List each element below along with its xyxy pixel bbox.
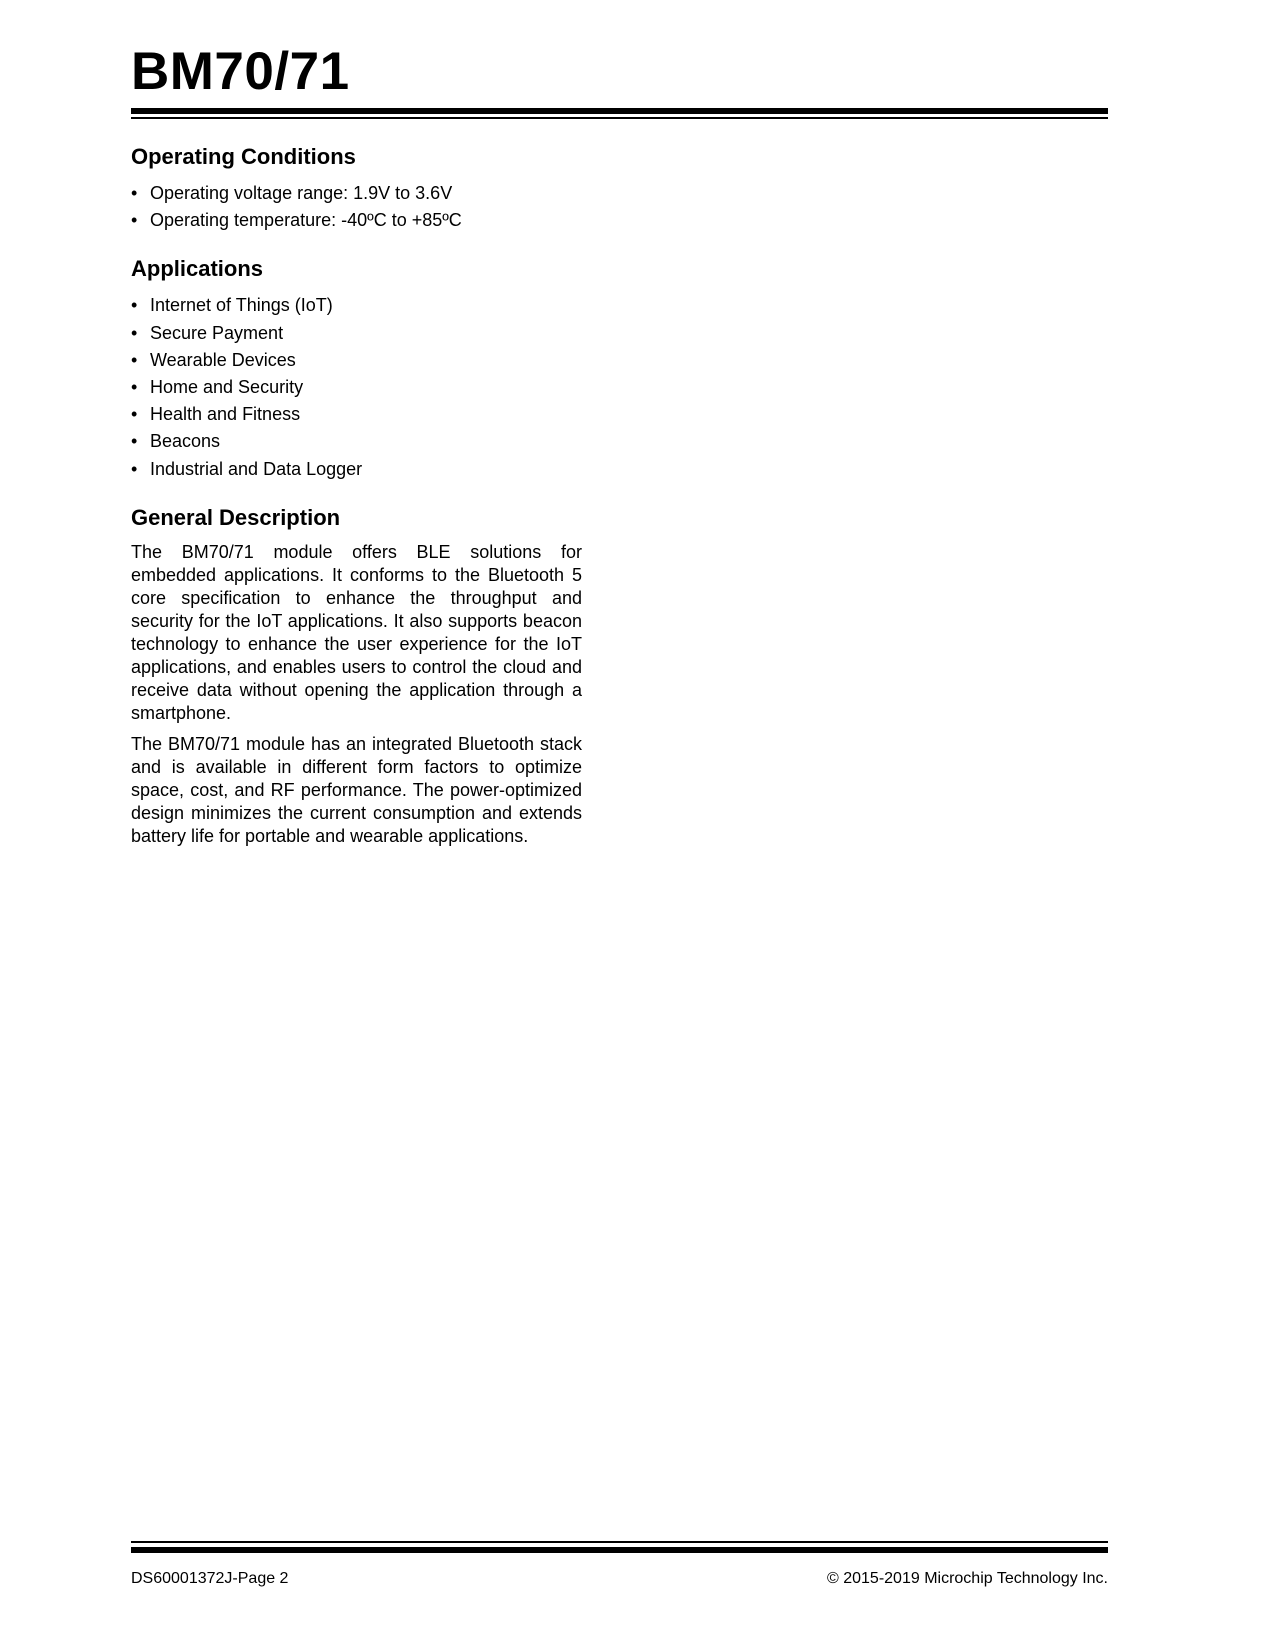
list-item [131, 180, 582, 207]
list-item-text: Home and Security [150, 377, 304, 398]
bullet-icon: • [131, 295, 138, 316]
list-item [131, 207, 582, 234]
description-paragraph-1: The BM70/71 module offers BLE solutions for embedded applications. It conforms to the Bluetooth 5 core specification to enhance the throughput and security for the IoT applications. It also supports beacon technology to enhance the user experience for the IoT applications, and enables users to control the cloud and receive data without opening the application through a smartphone. [131, 541, 582, 723]
bullet-icon: • [131, 210, 138, 231]
list-item [131, 347, 582, 374]
list-item-text: Operating temperature: -40ºC to +85ºC [150, 210, 462, 231]
list-item [131, 428, 582, 455]
list-item-text: Industrial and Data Logger [150, 458, 363, 479]
footer-rule-thin [131, 1541, 1108, 1543]
description-paragraph-2: The BM70/71 module has an integrated Bluetooth stack and is available in different form factors to optimize space, cost, and RF performance. The power-optimized design minimizes the current consumption and extends battery life for portable and wearable applications. [131, 733, 582, 846]
list-item-text: Health and Fitness [150, 404, 301, 425]
applications-list [131, 292, 582, 482]
bullet-icon: • [131, 183, 138, 203]
bullet-icon: • [131, 349, 138, 370]
bullet-icon: • [131, 322, 138, 343]
bullet-icon: • [131, 377, 138, 398]
operating-conditions-list [131, 180, 582, 234]
list-item-text: Wearable Devices [150, 349, 296, 370]
list-item-text: Secure Payment [150, 322, 284, 343]
list-item [131, 401, 582, 428]
list-item-text: Operating voltage range: 1.9V to 3.6V [150, 183, 453, 203]
general-description-heading: General Description [131, 504, 341, 530]
operating-conditions-heading: Operating Conditions [131, 144, 356, 169]
applications-heading: Applications [131, 256, 264, 282]
bullet-icon: • [131, 404, 138, 425]
footer-rule-thick [131, 1547, 1108, 1553]
page-title: BM70/71 [131, 42, 350, 101]
list-item [131, 374, 582, 401]
footer-copyright: © 2015-2019 Microchip Technology Inc. [827, 1570, 1108, 1587]
list-item-text: Beacons [150, 431, 221, 452]
main-content [131, 142, 582, 848]
list-item [131, 320, 582, 347]
header-rule-thin [131, 117, 1108, 119]
bullet-icon: • [131, 458, 138, 479]
list-item-text: Internet of Things (IoT) [150, 295, 333, 316]
list-item [131, 456, 582, 483]
bullet-icon: • [131, 431, 138, 452]
list-item [131, 292, 582, 319]
header-rule-thick [131, 108, 1108, 114]
footer-page-number: DS60001372J-Page 2 [131, 1570, 289, 1587]
